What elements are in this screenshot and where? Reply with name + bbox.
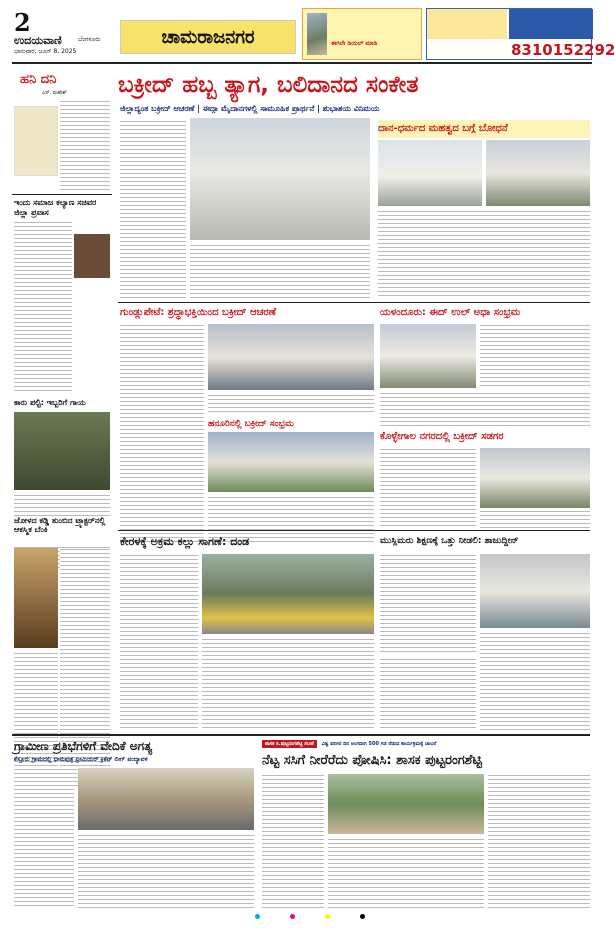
lead-body bbox=[190, 244, 370, 300]
reg-dot bbox=[290, 914, 295, 919]
ad-right-strip bbox=[427, 9, 507, 39]
hanur-title: ಹನೂರಿನಲ್ಲಿ ಬಕ್ರೀದ್ ಸಂಭ್ರಮ bbox=[208, 419, 294, 429]
muslim-body-2 bbox=[480, 632, 590, 730]
story2-title: ಕಾರು ಪಲ್ಟಿ: ಇಬ್ಬರಿಗೆ ಗಾಯ bbox=[14, 398, 86, 407]
plant-kicker-1: ಶಾಸಕ ಸಿ.ಪುಟ್ಟರಂಗಶೆಟ್ಟಿ ಸಲಹೆ bbox=[262, 740, 317, 748]
gundlupet-photo bbox=[208, 324, 374, 390]
lead-photo-prayer bbox=[190, 118, 370, 240]
cartoon-image bbox=[14, 106, 58, 176]
gundlupet-title: ಗುಂಡ್ಲುಪೇಟೆ: ಶ್ರದ್ಧಾಭಕ್ತಿಯಿಂದ ಬಕ್ರೀದ್ ಆಚರಣೆ bbox=[120, 307, 276, 318]
kollegal-side bbox=[480, 510, 590, 528]
hani-dani-byline: ಎಸ್. ಮಹೇಶ್ bbox=[42, 90, 67, 96]
rural-body-2 bbox=[78, 834, 254, 908]
muslim-photo bbox=[480, 554, 590, 628]
plant-body-2 bbox=[328, 838, 484, 908]
ad-center-text: ಈಗಲೇ ಡಿಯಲ್ ಮಾಡಿ bbox=[331, 40, 378, 47]
plant-body-3 bbox=[488, 774, 590, 908]
divider-2 bbox=[118, 530, 590, 531]
lead-photo-group bbox=[486, 140, 590, 206]
kerala-body-1 bbox=[120, 554, 198, 730]
ad-right bbox=[426, 8, 615, 60]
edition: ಬೆಂಗಳೂರು bbox=[78, 36, 101, 43]
registration-bar bbox=[80, 914, 540, 922]
muslim-body-3 bbox=[380, 658, 476, 730]
page-number: 2 bbox=[14, 8, 31, 37]
reg-dot bbox=[360, 914, 365, 919]
kerala-truck-photo bbox=[202, 554, 374, 634]
ad-center bbox=[302, 8, 422, 60]
feature-body bbox=[14, 221, 72, 391]
left-divider-1 bbox=[12, 194, 112, 195]
lead-side-body bbox=[378, 210, 590, 298]
plant-title: ನೆಟ್ಟ ಸಸಿಗೆ ನೀರೆರೆದು ಪೋಷಿಸಿ: ಶಾಸಕ ಪುಟ್ಟರಂಗಶೆಟ್ಟಿ bbox=[262, 753, 482, 768]
district-banner bbox=[120, 20, 296, 54]
gundlupet-body-1 bbox=[120, 324, 204, 494]
plant-photo bbox=[328, 774, 484, 834]
lead-subhead: ಜಿಲ್ಲಾದ್ಯಂತ ಬಕ್ರೀದ್ ಆಚರಣೆ | ಈದ್ಗಾ ಮೈದಾನಗಳಲ್ಲಿ ಸಾಮೂಹಿಕ ಪ್ರಾರ್ಥನೆ | ಶುಭಾಶಯ ವಿನಿಮಯ bbox=[120, 104, 380, 113]
muslim-body-1 bbox=[380, 554, 476, 654]
rural-photo bbox=[78, 768, 254, 830]
hanur-photo bbox=[208, 432, 374, 492]
plant-body-1 bbox=[262, 774, 324, 908]
rural-subtitle: ಕೆಸ್ತೂರು ಗ್ರಾಮದಲ್ಲಿ ಭೀಮಪುತ್ರ ಪ್ರೀಮಿಯರ್ ಕ್ರಿಕೆಟ್ ಲೀಗ್ ಪಂದ್ಯಾವಳಿ bbox=[14, 756, 148, 763]
minister-photo bbox=[74, 234, 110, 278]
masthead-rule bbox=[12, 62, 592, 64]
yelandur-title: ಯಳಂದೂರು: ಈದ್ ಉಲ್ ಅಧಾ ಸಂಭ್ರಮ bbox=[380, 307, 521, 318]
kerala-title: ಕೇರಳಕ್ಕೆ ಅಕ್ರಮ ಕಲ್ಲು ಸಾಗಣೆ: ದಂಡ bbox=[120, 535, 250, 548]
kerala-body-2 bbox=[202, 638, 374, 730]
ad-phone-image bbox=[307, 13, 327, 55]
rural-title: ಗ್ರಾಮೀಣ ಪ್ರತಿಭೆಗಳಿಗೆ ವೇದಿಕೆ ಅಗತ್ಯ bbox=[14, 739, 153, 753]
divider-1 bbox=[118, 302, 590, 303]
gundlupet-body-2 bbox=[208, 394, 374, 414]
lead-side-head: ದಾನ-ಧರ್ಮದ ಮಹತ್ವದ ಬಗ್ಗೆ ಬೋಧನೆ bbox=[378, 120, 590, 138]
kollegal-body bbox=[380, 448, 476, 528]
kollegal-title: ಕೊಳ್ಳೇಗಾಲ ನಗರದಲ್ಲಿ ಬಕ್ರೀದ್ ಸಡಗರ bbox=[380, 431, 504, 442]
car-accident-photo bbox=[14, 412, 110, 490]
yelandur-body bbox=[380, 392, 590, 426]
masthead bbox=[12, 8, 615, 60]
plant-kicker-2: ವಿಶ್ವ ಪರಿಸರ ದಿನ ಅಂಗವಾಗಿ 500 ಗಿಡ ನೆಡುವ ಕಾರ್ಯಕ್ರಮಕ್ಕೆ ಚಾಲನೆ bbox=[321, 741, 437, 747]
date-line: ಭಾನುವಾರ, ಜೂನ್ 8, 2025 bbox=[14, 48, 77, 55]
plant-kicker bbox=[262, 738, 590, 750]
story3-title: ಜೋಳದ ಕಡ್ಡಿ ತುಂಬಿದ ಟ್ರ್ಯಾಕ್ಟರ್‌ನಲ್ಲಿ ಆಕಸ್ಮಿಕ ಬೆಂಕಿ bbox=[14, 516, 110, 544]
hani-dani-text bbox=[60, 100, 110, 190]
lead-photo-crowd bbox=[378, 140, 482, 206]
reg-dot bbox=[325, 914, 330, 919]
lead-headline bbox=[118, 70, 588, 100]
kollegal-photo bbox=[480, 448, 590, 508]
ad-right-blue bbox=[509, 9, 593, 39]
lead-column-1 bbox=[120, 120, 186, 298]
feature-title: ಇಂದು ಸಮಾಜ ಕಲ್ಯಾಣ ಸಚಿವರ ಜಿಲ್ಲಾ ಪ್ರವಾಸ bbox=[14, 198, 97, 217]
district-title: ಚಾಮರಾಜನಗರ bbox=[161, 27, 255, 48]
rural-body-1 bbox=[14, 768, 74, 908]
tractor-fire-photo bbox=[14, 548, 58, 648]
yelandur-photo bbox=[380, 324, 476, 388]
muslim-title: ಮುಸ್ಲಿಮರು ಶಿಕ್ಷಣಕ್ಕೆ ಒತ್ತು ನೀಡಲಿ: ತಾಜುದ್ದೀನ್ bbox=[380, 536, 519, 546]
paper-name: ಉದಯವಾಣಿ bbox=[14, 34, 62, 47]
ad-phone-number: 8310152292 bbox=[511, 41, 615, 59]
reg-dot bbox=[255, 914, 260, 919]
yelandur-side bbox=[480, 324, 590, 388]
divider-3 bbox=[12, 734, 590, 736]
hani-dani-label: ಹನಿ ದನಿ bbox=[20, 72, 57, 87]
lead-headline-text: ಬಕ್ರೀದ್ ಹಬ್ಬ ತ್ಯಾಗ, ಬಲಿದಾನದ ಸಂಕೇತ bbox=[118, 72, 419, 98]
